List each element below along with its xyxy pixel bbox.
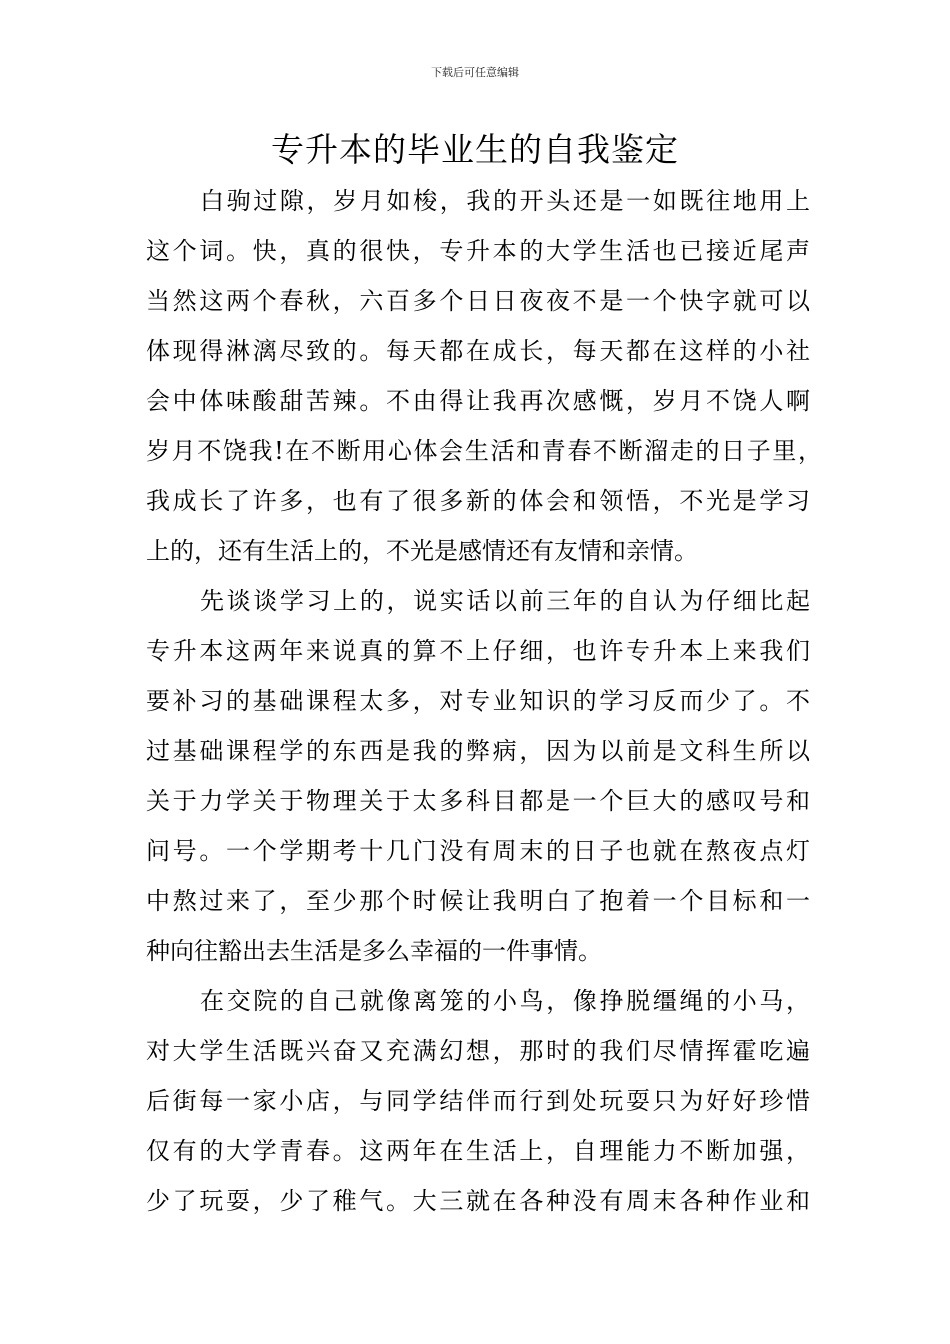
paragraph-line: 种向往豁出去生活是多么幸福的一件事情。 <box>146 937 602 965</box>
paragraph-line: 岁月不饶我!在不断用心体会生活和青春不断溜走的日子里， <box>146 437 822 465</box>
paragraph-line: 要补习的基础课程太多，对专业知识的学习反而少了。不 <box>146 687 810 715</box>
paragraph-line: 会中体味酸甜苦辣。不由得让我再次感慨，岁月不饶人啊 <box>146 387 810 415</box>
paragraph-line: 上的，还有生活上的，不光是感情还有友情和亲情。 <box>146 537 698 565</box>
paragraph-line: 在交院的自己就像离笼的小鸟，像挣脱缰绳的小马， <box>200 987 810 1015</box>
paragraph-line: 白驹过隙，岁月如梭，我的开头还是一如既往地用上 <box>200 187 810 215</box>
paragraph-line: 关于力学关于物理关于太多科目都是一个巨大的感叹号和 <box>146 787 810 815</box>
paragraph-line: 先谈谈学习上的，说实话以前三年的自认为仔细比起 <box>200 587 810 615</box>
paragraph-line: 专升本这两年来说真的算不上仔细，也许专升本上来我们 <box>146 637 810 665</box>
paragraph-line: 过基础课程学的东西是我的弊病，因为以前是文科生所以 <box>146 737 810 765</box>
document-body <box>146 176 822 1226</box>
paragraph-line: 中熬过来了，至少那个时候让我明白了抱着一个目标和一 <box>146 887 810 915</box>
paragraph-line: 少了玩耍，少了稚气。大三就在各种没有周末各种作业和 <box>146 1187 810 1215</box>
paragraph-line: 当然这两个春秋，六百多个日日夜夜不是一个快字就可以 <box>146 287 810 315</box>
paragraph-line: 仅有的大学青春。这两年在生活上，自理能力不断加强， <box>146 1137 810 1165</box>
header-note: 下载后可任意编辑 <box>431 66 519 79</box>
paragraph-line: 对大学生活既兴奋又充满幻想，那时的我们尽情挥霍吃遍 <box>146 1037 810 1065</box>
paragraph-line: 体现得淋漓尽致的。每天都在成长，每天都在这样的小社 <box>146 337 810 365</box>
paragraph-line: 我成长了许多，也有了很多新的体会和领悟，不光是学习 <box>146 487 810 515</box>
paragraph-line: 问号。一个学期考十几门没有周末的日子也就在熬夜点灯 <box>146 837 810 865</box>
paragraph-line: 后街每一家小店，与同学结伴而行到处玩耍只为好好珍惜 <box>146 1087 810 1115</box>
document-title: 专升本的毕业生的自我鉴定 <box>271 130 679 169</box>
paragraph-line: 这个词。快，真的很快，专升本的大学生活也已接近尾声 <box>146 237 810 265</box>
